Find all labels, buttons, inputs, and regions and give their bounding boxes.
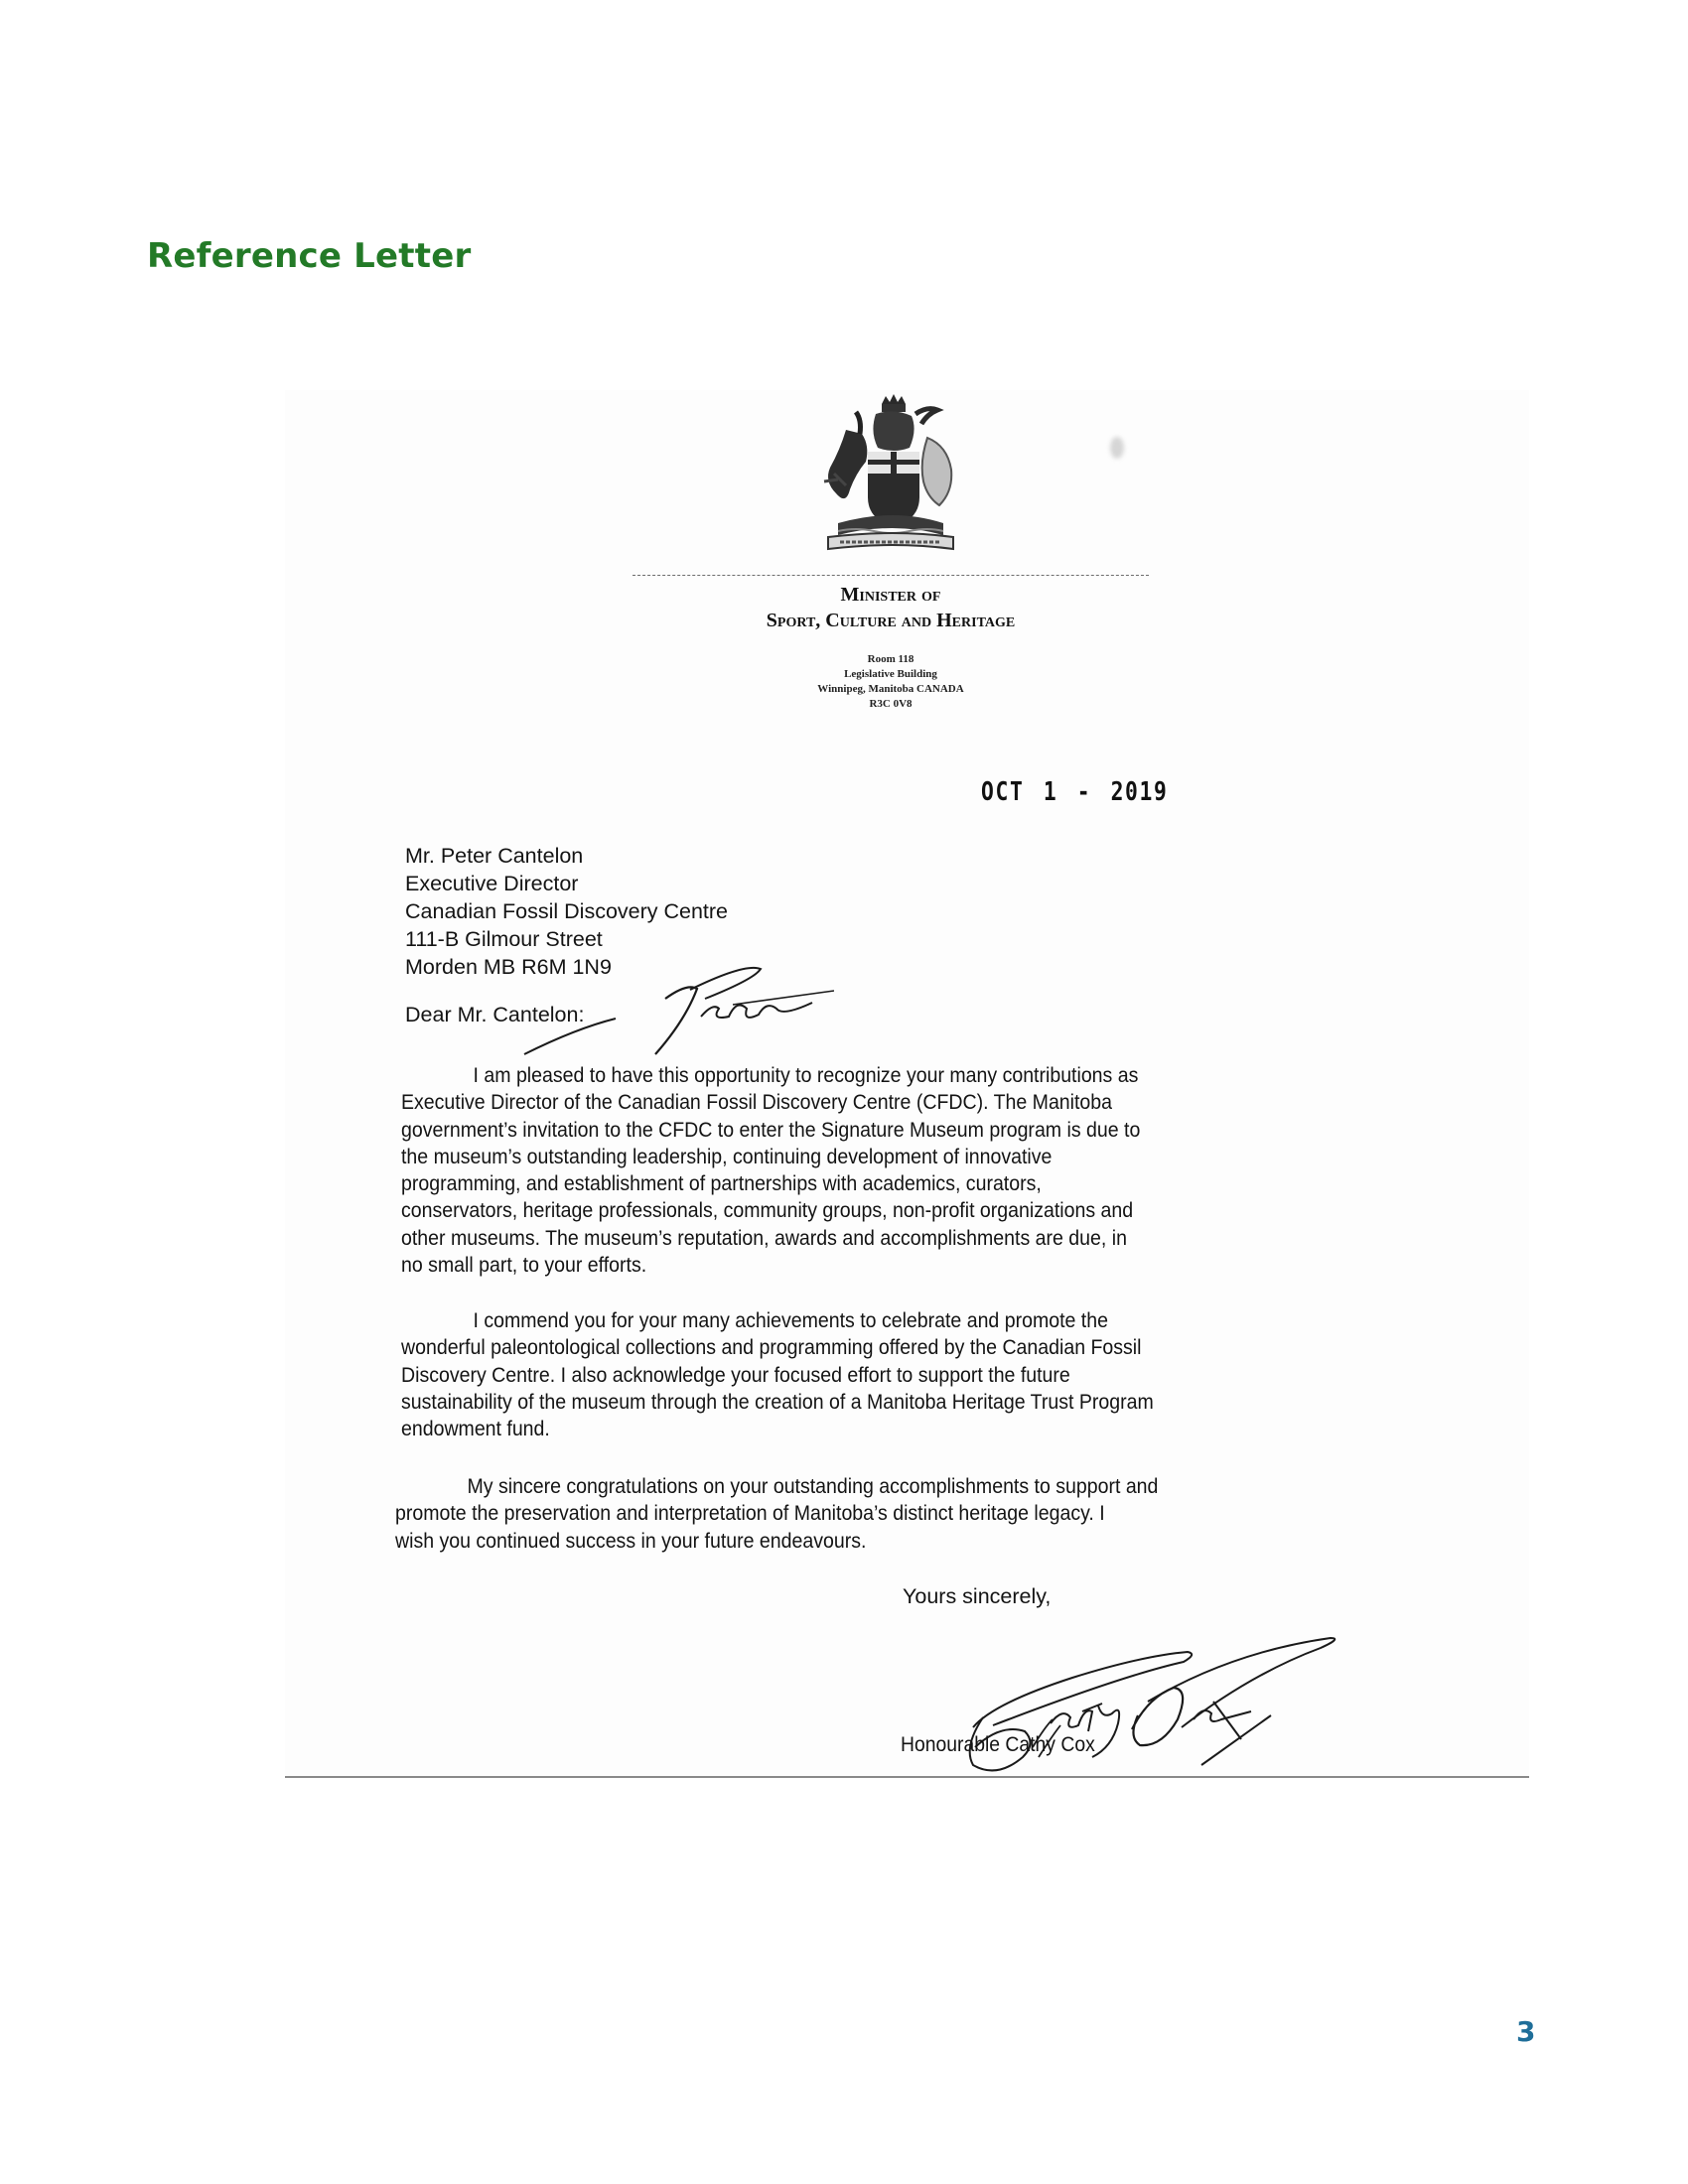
body-line: I commend you for your many achievements to celebrate and promote the [473, 1309, 1108, 1332]
body-line: sustainability of the museum through the creation of a Manitoba Heritage Trust Program [401, 1390, 1154, 1414]
office-address-line: Legislative Building [844, 668, 937, 680]
closing: Yours sincerely, [903, 1584, 1052, 1608]
body-line: wonderful paleontological collections and programming offered by the Canadian Fossil [401, 1336, 1142, 1360]
ministry-title-line1: Minister of [840, 584, 941, 606]
body-line: My sincere congratulations on your outstanding accomplishments to support and [467, 1475, 1159, 1498]
body-line: promote the preservation and interpretation of Manitoba’s distinct heritage legacy. I [395, 1502, 1105, 1526]
page-heading: Reference Letter [147, 236, 472, 276]
recipient-line: Mr. Peter Cantelon [405, 844, 584, 868]
recipient-line: 111-B Gilmour Street [405, 927, 603, 951]
body-paragraph-3 [395, 1473, 1282, 1555]
ministry-title-line2: Sport, Culture and Heritage [766, 610, 1016, 631]
body-line: government’s invitation to the CFDC to enter the Signature Museum program is due to [401, 1118, 1141, 1142]
recipient-line: Morden MB R6M 1N9 [405, 955, 612, 979]
recipient-address [405, 842, 728, 981]
page-number: 3 [1516, 2015, 1536, 2048]
body-line: wish you continued success in your future endeavours. [395, 1529, 867, 1553]
scan-smudge [1110, 437, 1124, 459]
office-address [633, 652, 1149, 712]
body-line: endowment fund. [401, 1418, 550, 1441]
body-line: Executive Director of the Canadian Fossil Discovery Centre (CFDC). The Manitoba [401, 1091, 1113, 1115]
office-address-line: Winnipeg, Manitoba CANADA [817, 683, 964, 695]
body-line: programming, and establishment of partnerships with academics, curators, [401, 1172, 1042, 1196]
signatory-name: Honourable Cathy Cox [901, 1732, 1095, 1756]
body-paragraph-2 [401, 1307, 1288, 1442]
office-address-line: R3C 0V8 [869, 698, 913, 710]
body-paragraph-1 [401, 1062, 1288, 1279]
body-line: the museum’s outstanding leadership, continuing development of innovative [401, 1145, 1053, 1168]
recipient-line: Canadian Fossil Discovery Centre [405, 899, 729, 923]
office-address-line: Room 118 [867, 653, 914, 665]
coat-of-arms-icon [816, 390, 963, 559]
salutation: Dear Mr. Cantelon: [405, 1003, 585, 1026]
body-line: Discovery Centre. I also acknowledge your focused effort to support the future [401, 1363, 1070, 1387]
recipient-line: Executive Director [405, 872, 579, 895]
body-line: I am pleased to have this opportunity to recognize your many contributions as [473, 1064, 1139, 1087]
date-stamp: OCT 1 - 2019 [981, 777, 1169, 807]
scan-bottom-edge [285, 1776, 1529, 1778]
body-line: conservators, heritage professionals, community groups, non-profit organizations and [401, 1199, 1134, 1223]
body-line: other museums. The museum’s reputation, awards and accomplishments are due, in [401, 1226, 1127, 1250]
body-line: no small part, to your efforts. [401, 1254, 647, 1278]
letterhead-rule [633, 575, 1149, 576]
